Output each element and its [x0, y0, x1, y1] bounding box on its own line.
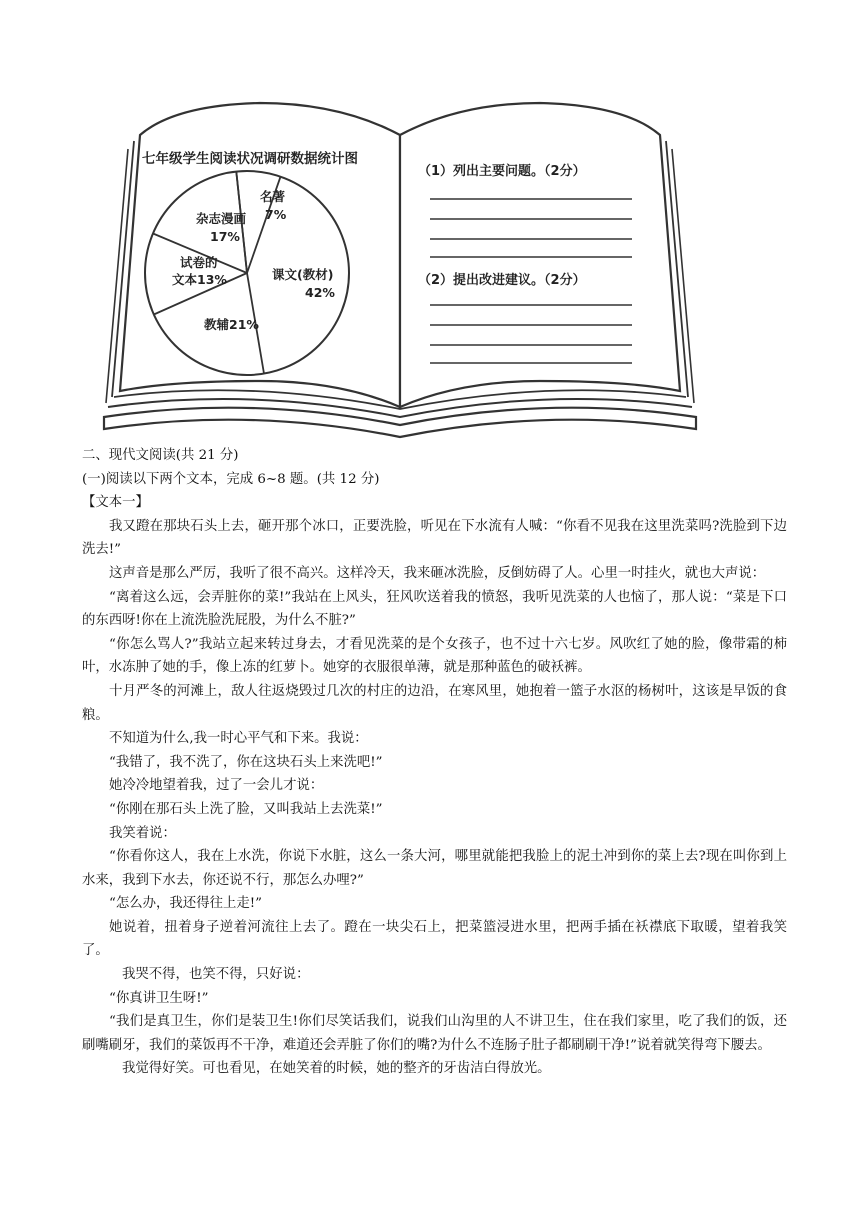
- paragraph: 她冷冷地望着我，过了一会儿才说：: [109, 778, 324, 794]
- book-figure: [100, 95, 700, 443]
- paragraph: 十月严冬的河滩上，敌人往返烧毁过几次的村庄的边沿，在寒风里，她抱着一篮子水沤的杨树叶，这该是早饭的食粮。: [82, 683, 787, 723]
- paragraph: “你刚在那石头上洗了脸，又叫我站上去洗菜!”: [109, 801, 383, 817]
- paragraph: “你怎么骂人?”我站立起来转过身去，才看见洗菜的是个女孩子，也不过十六七岁。风吹红了她的脸，像带霜的柿叶，水冻肿了她的手，像上冻的红萝卜。她穿的衣服很单薄，就是那种蓝色的破袄裤。: [82, 636, 787, 676]
- paragraph: 我笑着说：: [109, 825, 176, 841]
- paragraph: 不知道为什么,我一时心平气和下来。我说：: [109, 731, 368, 747]
- reading-section: [82, 444, 787, 1081]
- paragraph: 我又蹬在那块石头上去，砸开那个冰口，正要洗脸，听见在下水流有人喊：“你看不见我在这里洗菜吗?洗脸到下边洗去!”: [82, 518, 787, 558]
- pie-label-shijuan-2: 文本13%: [172, 272, 227, 287]
- pie-label-kewen: 课文(教材): [272, 267, 334, 282]
- paragraph: 我哭不得，也笑不得，只好说：: [122, 967, 310, 983]
- sub-heading: (一)阅读以下两个文本，完成 6~8 题。(共 12 分): [82, 471, 380, 487]
- book-bottom-edge: [104, 408, 696, 437]
- paragraph: “我们是真卫生，你们是装卫生!你们尽笑话我们，说我们山沟里的人不讲卫生，住在我们家里，吃了我们的饭，还刷嘴刷牙，我们的菜饭再不干净，难道还会弄脏了你们的嘴?为什么不连肠子肚子都刷刷干净!”说着就笑得弯下腰去。: [82, 1014, 787, 1053]
- paragraph: 她说着，扭着身子逆着河流往上去了。蹬在一块尖石上，把菜篮浸进水里，把两手插在袄襟底下取暖，望着我笑了。: [82, 919, 787, 959]
- pie-label-mingzhu-pct: 7%: [265, 207, 287, 222]
- pie-label-zazhi-pct: 17%: [210, 229, 240, 244]
- section-heading: 二、现代文阅读(共 21 分): [82, 448, 239, 463]
- pie-label-mingzhu: 名著: [260, 189, 286, 204]
- question-2: （2）提出改进建议。（2分）: [418, 273, 586, 288]
- pie-label-jiaofu: 教辅21%: [204, 317, 259, 332]
- question-1: （1）列出主要问题。（2分）: [418, 164, 586, 179]
- paragraph: 我觉得好笑。可也看见，在她笑着的时候，她的整齐的牙齿洁白得放光。: [122, 1061, 551, 1077]
- paragraph: 这声音是那么严厉，我听了很不高兴。这样冷天，我来砸冰洗脸，反倒妨碍了人。心里一时挂火，就也大声说：: [109, 565, 766, 581]
- paragraph: “你真讲卫生呀!”: [109, 990, 209, 1006]
- pie-label-shijuan-1: 试卷的: [180, 255, 218, 270]
- paragraph: “怎么办，我还得往上走!”: [109, 896, 262, 912]
- pie-label-zazhi: 杂志漫画: [196, 211, 247, 226]
- book-illustration: [100, 95, 700, 443]
- text-label: 【文本一】: [82, 495, 149, 511]
- right-page: [400, 103, 680, 407]
- paragraph: “你看你这人，我在上水洗，你说下水脏，这么一条大河，哪里就能把我脸上的泥土冲到你的菜上去?现在叫你到上水来，我到下水去，你还说不行，那怎么办哩?”: [82, 849, 787, 888]
- chart-title: 七年级学生阅读状况调研数据统计图: [142, 151, 358, 167]
- paragraph: “离着这么远，会弄脏你的菜!”我站在上风头，狂风吹送着我的愤怒，我听见洗菜的人也恼了，那人说：“菜是下口的东西呀!你在上流洗脸洗屁股，为什么不脏?”: [82, 589, 787, 629]
- pie-label-kewen-pct: 42%: [305, 285, 335, 300]
- paragraph: “我错了，我不洗了，你在这块石头上来洗吧!”: [109, 754, 383, 770]
